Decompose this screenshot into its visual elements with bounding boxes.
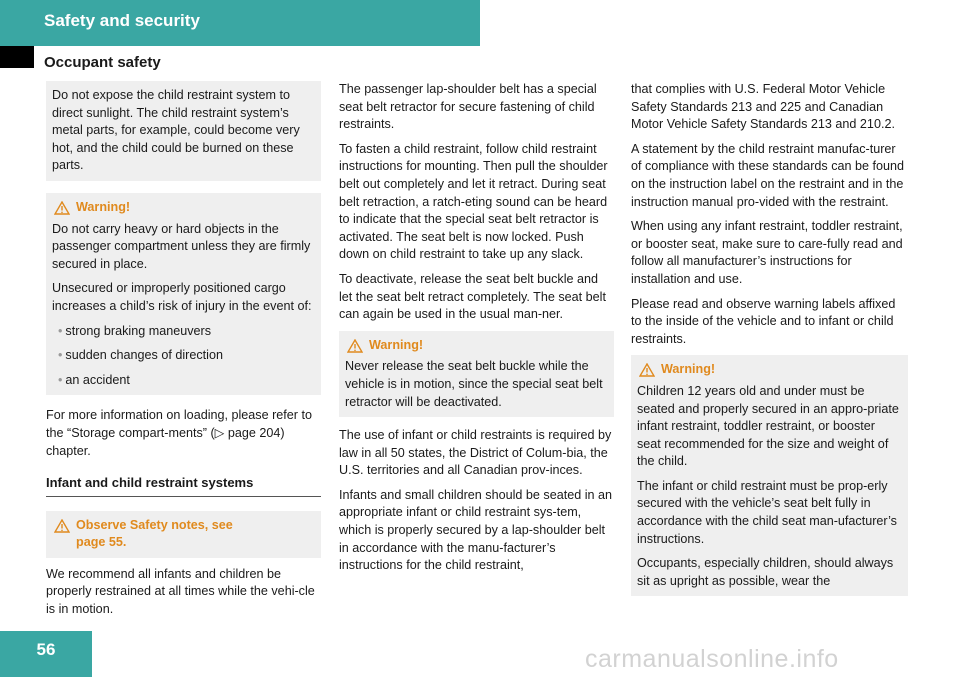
recommend-text: We recommend all infants and children be properly restrained at all times while the vehi-cle is in motion. xyxy=(46,566,315,617)
section-marker xyxy=(0,46,34,68)
warning-text: Children 12 years old and under must be seated and properly secured in an appro-priate infant restraint, toddler restraint, or booster seat recommended for the size and weight of the child. xyxy=(637,383,899,469)
warning-triangle-icon xyxy=(347,339,363,353)
warning-text: Never release the seat belt buckle while the vehicle is in motion, since the special seat belt retractor will be deactivated. xyxy=(345,359,603,409)
warning-title: Warning! xyxy=(76,199,131,214)
bullet-dot: • xyxy=(58,323,63,338)
paragraph: When using any infant restraint, toddler restraint, or booster seat, make sure to care-fully read and follow all manufacturer’s instructions for installation and use. xyxy=(631,219,903,286)
list-item: • an accident xyxy=(58,372,130,387)
warning-text: Do not carry heavy or hard objects in the passenger compartment unless they are firmly secured in place. xyxy=(52,221,311,271)
section-title: Occupant safety xyxy=(44,54,161,71)
bullet-dot: • xyxy=(58,372,63,387)
notice-text: Do not expose the child restraint system to direct sunlight. The child restraint system’s metal parts, for example, could become very hot, and the child could be burned on these parts. xyxy=(52,88,300,173)
observe-page-link[interactable]: page 55. xyxy=(76,535,127,550)
list-item: • sudden changes of direction xyxy=(58,348,223,363)
more-info-text: For more information on loading, please refer to the “Storage compart-ments” (▷ page 204) chapter. xyxy=(46,408,313,458)
column-1 xyxy=(46,81,321,626)
paragraph: To fasten a child restraint, follow child restraint instructions for mounting. Then pull the shoulder belt out completely and let it retract. During seat belt retraction, a ratch-eting sound can be heard to indicate that the special seat belt retractor is activated. The seat belt is now locked. Push down on child restraint to take up any slack. xyxy=(339,141,608,262)
list-item: • strong braking maneuvers xyxy=(58,323,212,338)
warning-box-children xyxy=(631,355,908,596)
warning-title: Warning! xyxy=(369,337,424,352)
paragraph: Please read and observe warning labels affixed to the inside of the vehicle and to infant or child restraints. xyxy=(631,296,896,346)
warning-heading xyxy=(637,361,902,379)
warning-box-cargo xyxy=(46,193,321,395)
chapter-title: Safety and security xyxy=(44,11,200,30)
column-2 xyxy=(339,81,614,582)
watermark-text: carmanualsonline.info xyxy=(585,645,839,673)
paragraph: that complies with U.S. Federal Motor Vehicle Safety Standards 213 and 225 and Canadian Motor Vehicle Safety Standards 213 and 210.2. xyxy=(631,82,895,132)
warning-text: The infant or child restraint must be prop-erly secured with the vehicle’s seat belt fully in accordance with the child seat man-ufacturer’s instructions. xyxy=(637,478,897,546)
warning-triangle-icon xyxy=(54,201,70,215)
subheading-restraint-systems: Infant and child restraint systems xyxy=(46,474,321,497)
page-number: 56 xyxy=(36,640,56,659)
observe-heading xyxy=(52,517,315,552)
notice-box xyxy=(46,81,321,181)
warning-text: Unsecured or improperly positioned cargo increases a child’s risk of injury in the event of: xyxy=(52,281,312,313)
observe-safety-box xyxy=(46,511,321,558)
warning-heading xyxy=(52,199,315,217)
paragraph: The use of infant or child restraints is required by law in all 50 states, the District of Colum-bia, the U.S. territories and all Canadian prov-inces. xyxy=(339,428,612,478)
warning-triangle-icon xyxy=(54,519,70,533)
warning-box-buckle xyxy=(339,331,614,417)
warning-heading xyxy=(345,337,608,355)
bullet-dot: • xyxy=(58,348,63,363)
column-3 xyxy=(631,81,908,596)
paragraph: To deactivate, release the seat belt buckle and let the seat belt retract completely. The seat belt can again be used in the usual man-ner. xyxy=(339,271,606,322)
warning-text: Occupants, especially children, should always sit as upright as possible, wear the xyxy=(637,556,894,588)
paragraph: A statement by the child restraint manufac-turer of compliance with these standards can be found on the instruction label on the restraint and in the instruction manual pro-vided with the restraint. xyxy=(631,141,905,209)
warning-triangle-icon xyxy=(639,363,655,377)
paragraph: Infants and small children should be seated in an appropriate infant or child restraint sys-tem, which is properly secured by a lap-shoulder belt in accordance with the manu-facturer’s instructions for the child restraint, xyxy=(339,487,613,573)
warning-title: Warning! xyxy=(661,362,716,377)
observe-link-text[interactable]: Observe Safety notes, see xyxy=(76,517,233,532)
paragraph: The passenger lap-shoulder belt has a special seat belt retractor for secure fastening of child restraints. xyxy=(339,82,597,132)
